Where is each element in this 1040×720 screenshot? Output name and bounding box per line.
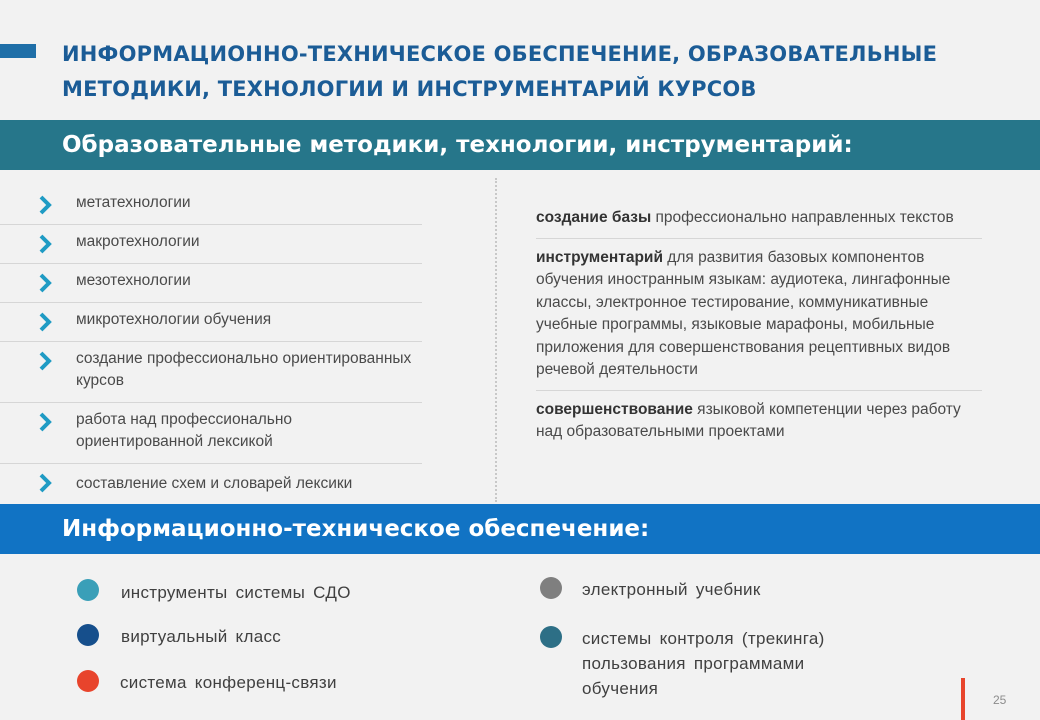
tech-item [540, 577, 920, 602]
list-item [0, 225, 422, 264]
detail-item [536, 399, 982, 452]
tech-item-label: виртуальный класс [121, 627, 282, 646]
page-number: 25 [993, 693, 1007, 707]
section-heading-tech: Информационно-техническое обеспечение: [62, 516, 650, 542]
list-item-text: работа над профессионально ориентированной лексикой [76, 411, 293, 450]
tech-item [77, 579, 477, 605]
slide-title-line-1: ИНФОРМАЦИОННО-ТЕХНИЧЕСКОЕ ОБЕСПЕЧЕНИЕ, ОБРАЗОВАТЕЛЬНЫЕ [62, 42, 938, 66]
methods-details [536, 207, 982, 460]
tech-item-label: системы контроля (трекинга) пользования программами обучения [582, 629, 825, 698]
tech-item-label: электронный учебник [582, 580, 761, 599]
circle-bullet-icon [77, 579, 99, 601]
list-item-text: микротехнологии обучения [76, 311, 272, 328]
tech-item [540, 624, 850, 701]
chevron-right-icon [38, 194, 52, 216]
list-item [0, 464, 422, 504]
circle-bullet-icon [540, 577, 562, 599]
chevron-right-icon [38, 350, 52, 372]
detail-item-text: профессионально направленных текстов [651, 209, 954, 226]
slide-title-line-2: МЕТОДИКИ, ТЕХНОЛОГИИ И ИНСТРУМЕНТАРИЙ КУРСОВ [62, 77, 757, 101]
column-divider [495, 178, 497, 502]
detail-item-text: для развития базовых компонентов обучения иностранным языкам: аудиотека, лингафонные классы, электронное тестирование, коммуникативные учебные программы, языковые марафоны, мобильные приложения для совершенствования рецептивных видов речевой деятельности [536, 248, 951, 378]
tech-item [77, 670, 477, 695]
detail-item [536, 247, 982, 391]
list-item-text: макротехнологии [76, 233, 200, 250]
chevron-right-icon [38, 411, 52, 433]
list-item [0, 303, 422, 342]
circle-bullet-icon [77, 624, 99, 646]
tech-item-label: система конференц-связи [120, 673, 337, 692]
detail-item [536, 207, 982, 239]
list-item-text: мезотехнологии [76, 272, 191, 289]
slide-title [62, 37, 1022, 107]
chevron-right-icon [38, 472, 52, 494]
list-item-text: составление схем и словарей лексики [76, 475, 353, 492]
detail-item-keyword: создание базы [536, 209, 652, 226]
detail-item-keyword: совершенствование [536, 400, 693, 418]
list-item-text: метатехнологии [76, 194, 191, 211]
chevron-right-icon [38, 272, 52, 294]
list-item-text: создание профессионально ориентированных курсов [76, 350, 412, 389]
section-header-methods [0, 120, 1040, 170]
list-item [0, 186, 422, 225]
section-header-tech [0, 504, 1040, 554]
list-item [0, 403, 422, 464]
tech-item-label: инструменты системы СДО [121, 583, 351, 602]
methods-list [0, 186, 422, 504]
chevron-right-icon [38, 233, 52, 255]
tech-item [77, 624, 477, 649]
detail-item-text: языковой компетенции через работу над образовательными проектами [536, 400, 961, 440]
page-accent-bar [961, 678, 965, 720]
list-item [0, 342, 422, 403]
circle-bullet-icon [540, 626, 562, 648]
detail-item-keyword: инструментарий [536, 248, 663, 266]
section-heading-methods: Образовательные методики, технологии, инструментарий: [62, 132, 853, 158]
chevron-right-icon [38, 311, 52, 333]
circle-bullet-icon [77, 670, 99, 692]
title-accent-bar [0, 44, 36, 58]
list-item [0, 264, 422, 303]
